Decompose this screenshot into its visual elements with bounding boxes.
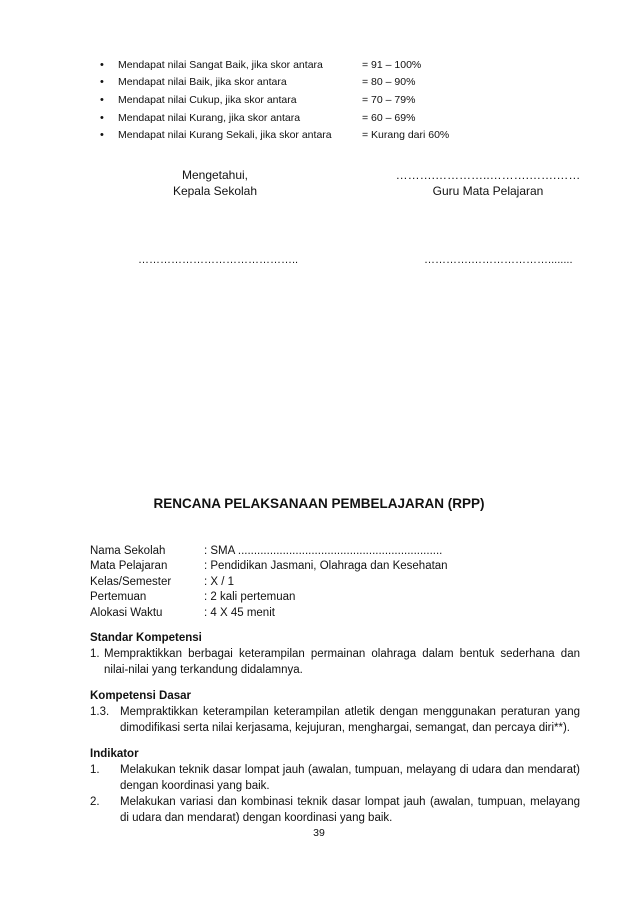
indikator-section: [90, 746, 580, 826]
signature-teacher: [388, 167, 588, 199]
grade-criteria-item: [100, 91, 540, 109]
section-heading: Standar Kompetensi: [90, 632, 202, 644]
section-heading: Indikator: [90, 748, 139, 760]
grade-criteria-item: [100, 109, 540, 127]
identity-row: [90, 559, 448, 575]
item-number: 1.: [90, 764, 100, 776]
grade-range: = 70 – 79%: [362, 93, 416, 106]
identity-value: : Pendidikan Jasmani, Olahraga dan Kesehatan: [204, 560, 448, 573]
identity-row: [90, 574, 448, 590]
section-heading: Kompetensi Dasar: [90, 690, 191, 702]
item-text: Mempraktikkan berbagai keterampilan permainan olahraga dalam bentuk sederhana dan nilai-nilai yang terkandung didalamnya.: [104, 648, 580, 676]
item-number: 1.3.: [90, 706, 110, 718]
identity-value: : 4 X 45 menit: [204, 606, 275, 619]
item-text: Melakukan teknik dasar lompat jauh (awalan, tumpuan, melayang di udara dan mendarat) dengan koordinasi yang baik.: [120, 764, 580, 792]
identity-value: : SMA ................................................................: [204, 544, 443, 557]
bullet-icon: •: [100, 129, 104, 142]
standar-kompetensi-section: [90, 630, 580, 678]
page-number: 39: [313, 827, 325, 839]
identity-key: Pertemuan: [90, 591, 147, 604]
bullet-icon: •: [100, 93, 104, 106]
grade-label: Mendapat nilai Kurang, jika skor antara: [118, 111, 301, 124]
identity-key: Nama Sekolah: [90, 544, 166, 557]
grade-range: = 80 – 90%: [362, 76, 416, 89]
grade-label: Mendapat nilai Sangat Baik, jika skor antara: [118, 58, 323, 71]
list-item: [90, 646, 580, 678]
bullet-icon: •: [100, 58, 104, 71]
grade-label: Mendapat nilai Baik, jika skor antara: [118, 76, 287, 89]
item-number: 1.: [90, 648, 100, 660]
item-text: Melakukan variasi dan kombinasi teknik dasar lompat jauh (awalan, tumpuan, melayang di udara dan mendarat) dengan koordinasi yang baik.: [120, 796, 580, 824]
signature-headmaster: [140, 167, 290, 199]
grade-criteria-item: [100, 126, 540, 144]
grade-label: Mendapat nilai Kurang Sekali, jika skor antara: [118, 129, 332, 142]
identity-row: [90, 543, 448, 559]
grade-label: Mendapat nilai Cukup, jika skor antara: [118, 93, 297, 106]
bullet-icon: •: [100, 76, 104, 89]
bullet-icon: •: [100, 111, 104, 124]
grade-range: = 91 – 100%: [362, 58, 422, 71]
grade-criteria-item: [100, 56, 540, 74]
identity-key: Alokasi Waktu: [90, 606, 163, 619]
grade-criteria-list: [100, 56, 540, 144]
item-number: 2.: [90, 796, 100, 808]
identity-row: [90, 605, 448, 621]
list-item: [90, 704, 580, 736]
grade-criteria-item: [100, 74, 540, 92]
identity-value: : 2 kali pertemuan: [204, 591, 296, 604]
signature-role-headmaster: Kepala Sekolah: [172, 184, 258, 198]
identity-value: : X / 1: [204, 575, 235, 588]
signature-place-date-line: ……….…………..……….…….……: [395, 168, 581, 182]
item-text: Mempraktikkan keterampilan keterampilan atletik dengan menggunakan peraturan yang dimodifikasi serta nilai kerjasama, kejujuran, menghargai, semangat, dan percaya diri**).: [120, 706, 580, 734]
list-item: [90, 794, 580, 826]
list-item: [90, 762, 580, 794]
grade-range: = Kurang dari 60%: [362, 129, 450, 142]
kompetensi-dasar-section: [90, 688, 580, 736]
signature-name-line-right: ………….…………………........: [424, 254, 573, 266]
signature-acknowledge-label: Mengetahui,: [181, 168, 249, 182]
identity-table: [90, 543, 448, 621]
grade-range: = 60 – 69%: [362, 111, 416, 124]
identity-key: Kelas/Semester: [90, 575, 172, 588]
signature-name-line-left: ……………………………………..: [138, 254, 299, 266]
identity-row: [90, 590, 448, 606]
identity-key: Mata Pelajaran: [90, 560, 168, 573]
document-title: RENCANA PELAKSANAAN PEMBELAJARAN (RPP): [153, 496, 485, 511]
signature-role-teacher: Guru Mata Pelajaran: [432, 184, 544, 198]
